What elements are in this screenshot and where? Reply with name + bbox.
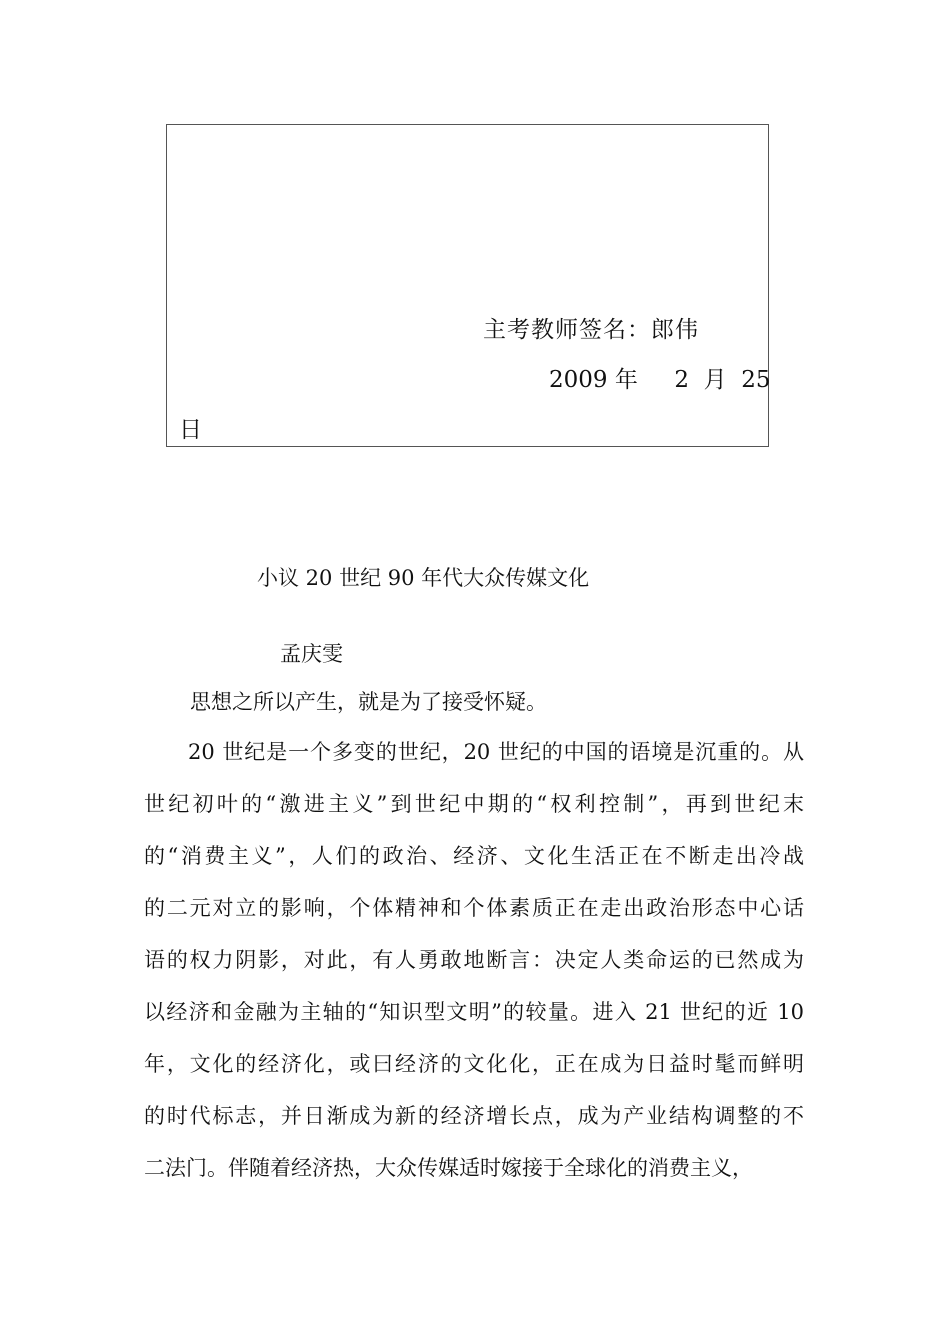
paragraph-line: 20 世纪是一个多变的世纪，20 世纪的中国的语境是沉重的。从 (188, 740, 804, 764)
paragraph-line: 世纪初叶的“激进主义”到世纪中期的“权利控制”，再到世纪末 (144, 792, 804, 816)
review-box (166, 124, 769, 447)
review-date-line-2: 日 (179, 417, 202, 443)
essay-title: 小议 20 世纪 90 年代大众传媒文化 (257, 566, 590, 590)
paragraph-line: 年，文化的经济化，或曰经济的文化化，正在成为日益时髦而鲜明 (144, 1052, 804, 1076)
paragraph-line: 以经济和金融为主轴的“知识型文明”的较量。进入 21 世纪的近 10 (144, 1000, 804, 1024)
paragraph-line: 的二元对立的影响，个体精神和个体素质正在走出政治形态中心话 (144, 896, 804, 920)
review-date-line-1: 2009 年 2 月 25 (549, 367, 771, 393)
essay-author: 孟庆雯 (280, 642, 343, 666)
paragraph-line: 语的权力阴影，对此，有人勇敢地断言：决定人类命运的已然成为 (144, 948, 804, 972)
paragraph-line: 的时代标志，并日渐成为新的经济增长点，成为产业结构调整的不 (144, 1104, 804, 1128)
paragraph-line: 的“消费主义”，人们的政治、经济、文化生活正在不断走出冷战 (144, 844, 804, 868)
paragraph-line: 二法门。伴随着经济热，大众传媒适时嫁接于全球化的消费主义， (144, 1156, 753, 1180)
examiner-signature: 主考教师签名：郎伟 (483, 317, 699, 343)
essay-motto: 思想之所以产生，就是为了接受怀疑。 (190, 690, 547, 714)
